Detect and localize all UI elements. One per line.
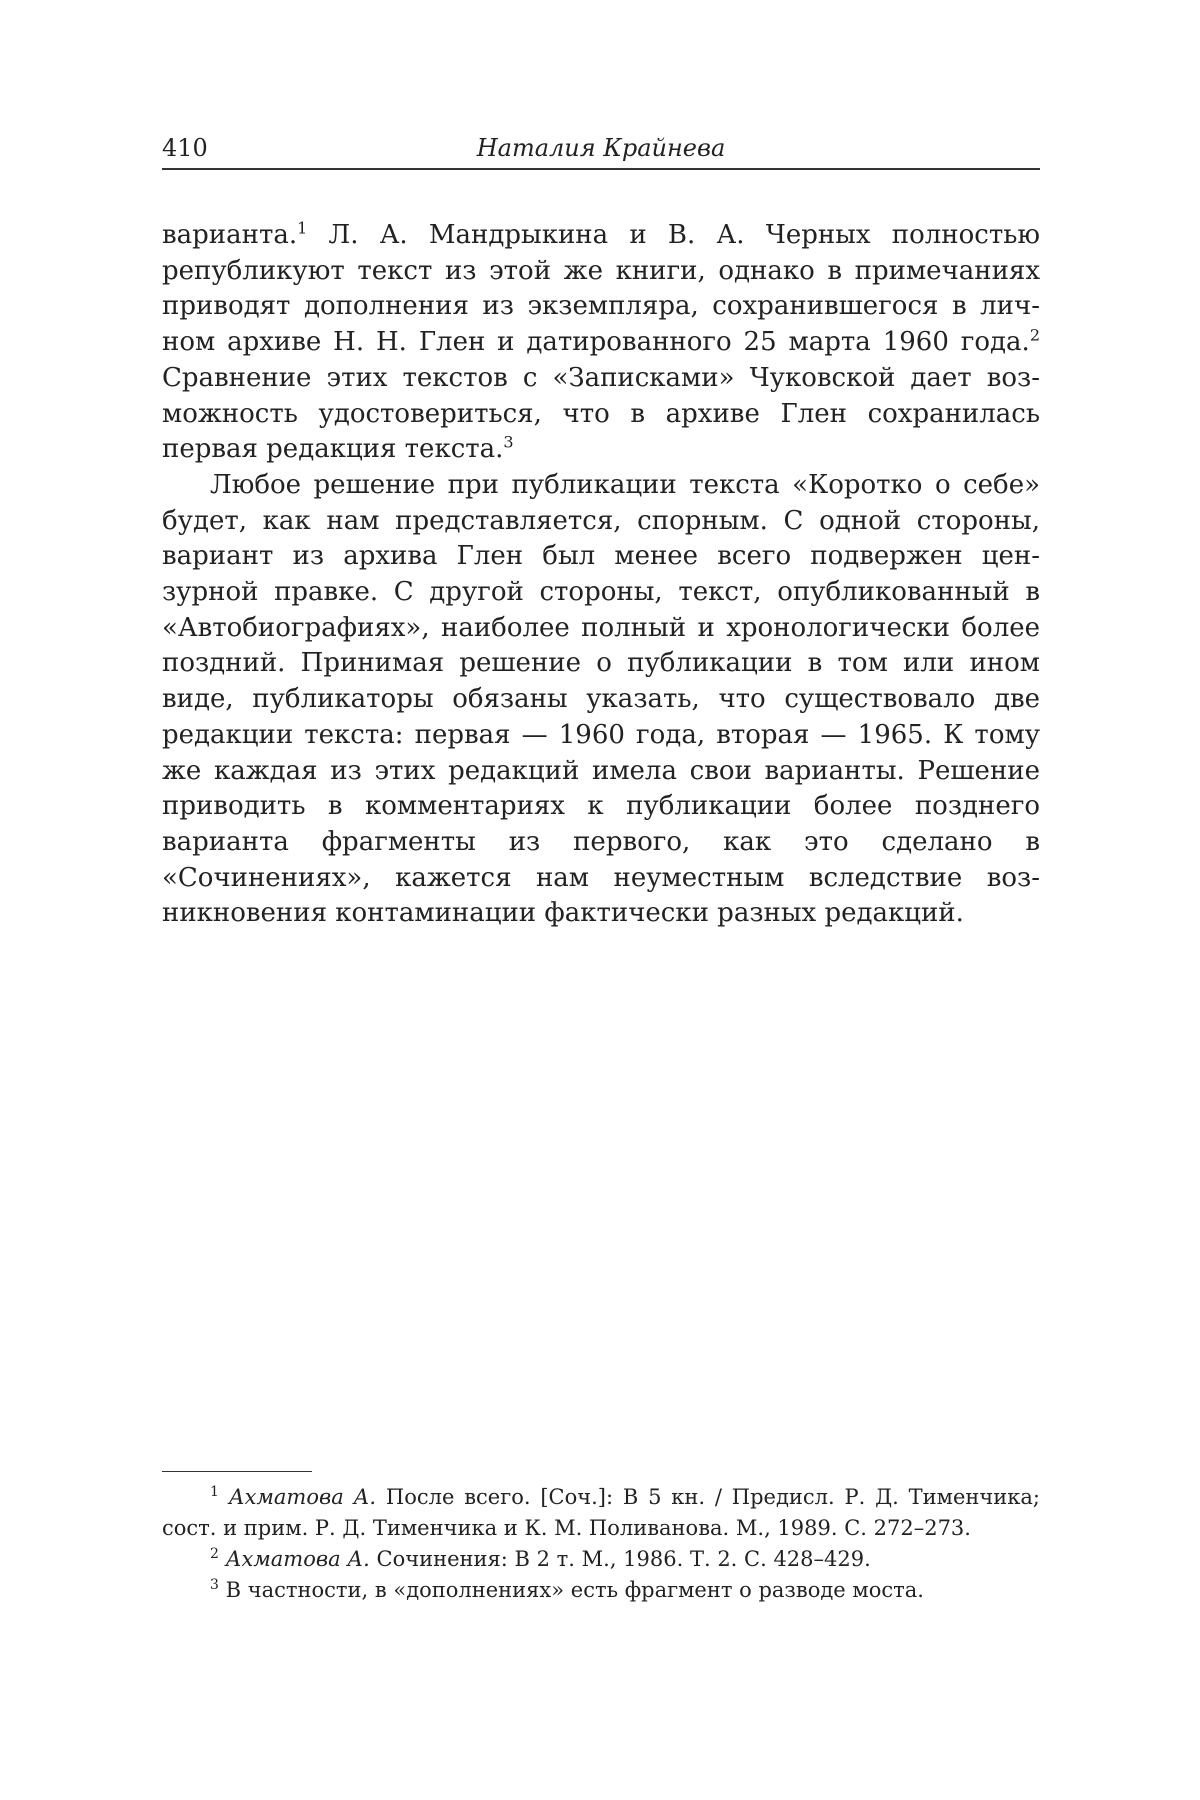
footnote-text: Сочинения: В 2 т. М., 1986. Т. 2. С. 428–429. (370, 1547, 871, 1571)
running-head (162, 132, 1040, 164)
footnote-author: Ахматова А. (226, 1547, 370, 1571)
footnote-number: 2 (210, 1546, 219, 1562)
footnote-ref-2: 2 (1030, 325, 1040, 344)
footnote-number: 1 (210, 1484, 219, 1500)
footnote-text: После всего. [Соч.]: В 5 кн. / Предисл. Р. Д. Ти­менчика; сост. и прим. Р. Д. Тименчика и К. М. Поливанова. М., 1989. С. 272–273. (162, 1485, 1040, 1540)
footnote-2 (162, 1544, 1040, 1575)
footnote-1 (162, 1482, 1040, 1544)
footnote-ref-1: 1 (297, 218, 307, 237)
book-page (162, 0, 1040, 1800)
main-text (162, 218, 1040, 932)
header-rule (162, 168, 1040, 170)
footnote-ref-3: 3 (503, 433, 513, 452)
paragraph-1-part-c: Сравнение этих текстов с «Записками» Чуковской дает воз­можность удостовериться, что в архиве Глен сохранилась первая редакция текста. (162, 363, 1040, 464)
paragraph-1 (162, 218, 1040, 468)
running-title: Наталия Крайнева (162, 132, 1040, 164)
paragraph-1-part-b: Л. А. Мандрыкина и В. А. Черных полностью републикуют текст из этой же книги, однако в примечаниях приводят дополнения из экземпляра, сохранившегося в лич­ном архиве Н. Н. Глен и датированного 25 марта 1960 года. (162, 220, 1040, 357)
footnote-text: В частности, в «дополнениях» есть фрагмент о разводе моста. (219, 1578, 924, 1602)
footnote-rule (162, 1471, 312, 1472)
footnote-3 (162, 1575, 1040, 1606)
paragraph-1-part-a: варианта. (162, 220, 297, 250)
footnote-number: 3 (210, 1577, 219, 1593)
footnote-author: Ахматова А. (229, 1485, 376, 1509)
page-number: 410 (162, 132, 208, 164)
footnotes (162, 1482, 1040, 1606)
paragraph-2: Любое решение при публикации текста «Коротко о себе» будет, как нам представляется, спорным. С одной стороны, вариант из архива Глен был менее всего подвержен цен­зурной правке. С другой стороны, текст, опубликованный в «Автобиографиях», наиболее полный и хронологически более поздний. Принимая решение о публикации в том или ином виде, публикаторы обязаны указать, что существовало две редакции текста: первая — 1960 года, вторая — 1965. К тому же каждая из этих редакций имела свои варианты. Решение приводить в комментариях к публикации более позднего варианта фрагменты из первого, как это сделано в «Сочинениях», кажется нам неуместным вследствие воз­никновения контаминации фактически разных редакций. (162, 468, 1040, 932)
